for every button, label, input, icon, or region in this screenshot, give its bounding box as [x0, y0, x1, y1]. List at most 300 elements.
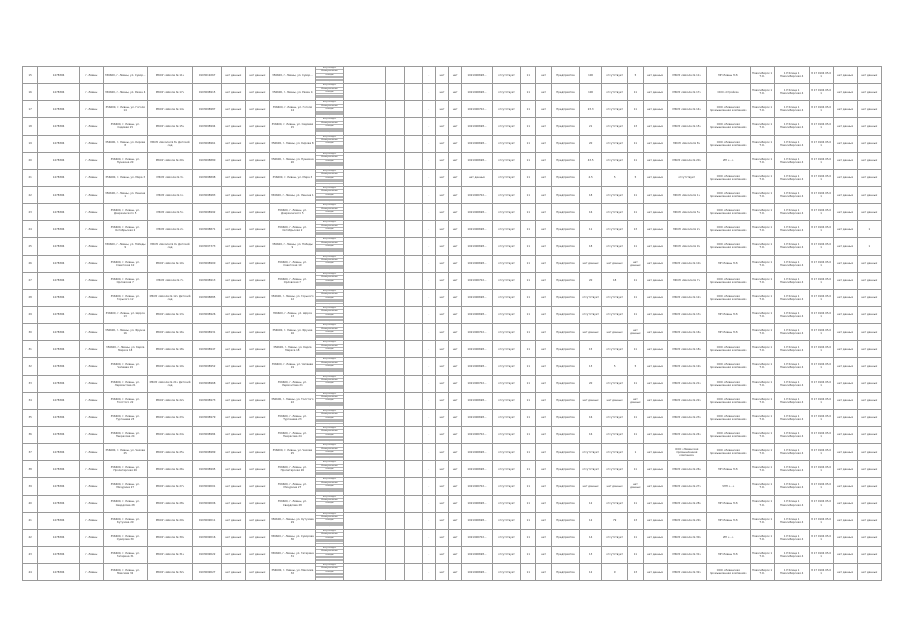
- table-cell: [344, 426, 386, 443]
- table-cell: 1478306: [38, 169, 80, 186]
- table-cell: нет данных: [245, 289, 269, 306]
- table-cell: нет данных: [245, 135, 269, 152]
- table-cell: 32: [23, 358, 38, 375]
- table-cell: отсутствует: [602, 221, 628, 238]
- waste-sub-line: отходы: [316, 571, 343, 574]
- table-cell: 8 17 0104 05.0 1: [809, 169, 833, 186]
- table-cell: нет данных: [643, 84, 667, 101]
- table-cell: отсутствует: [492, 478, 520, 495]
- waste-sub-line: отходы: [316, 160, 343, 163]
- table-cell: нет данных: [221, 324, 245, 341]
- table-cell: 356600, г. Ливны, ул. Пролетарская 26: [269, 461, 315, 478]
- table-cell: нет данных: [221, 392, 245, 409]
- table-cell: 11: [521, 375, 536, 392]
- table-cell: [405, 409, 422, 426]
- table-cell: 18: [580, 186, 602, 203]
- table-cell: 0103098968: [193, 375, 221, 392]
- table-cell: МКОУ «Школа № 8»: [667, 135, 706, 152]
- table-cell: нет данных: [245, 204, 269, 221]
- table-cell: нет данных: [245, 118, 269, 135]
- table-cell: нет данных: [857, 495, 881, 512]
- table-cell: [385, 272, 405, 289]
- table-cell: Предприятие: [551, 118, 579, 135]
- table-cell: 0103098931: [193, 324, 221, 341]
- table-cell: ИП «...»: [706, 529, 750, 546]
- table-cell: нет данных: [643, 238, 667, 255]
- table-cell: 356600, г. Ливны, ул. Карла Маркса 18: [103, 341, 147, 358]
- table-cell: 28: [23, 289, 38, 306]
- table-cell: 11: [521, 255, 536, 272]
- table-cell: 15: [23, 67, 38, 84]
- table-cell: отсутствует: [580, 461, 602, 478]
- waste-type-cell: [315, 529, 343, 546]
- table-cell: отсутствует: [492, 495, 520, 512]
- table-cell: отсутствует: [492, 255, 520, 272]
- table-cell: нет данных: [833, 186, 857, 203]
- waste-sub-line: отходы: [316, 554, 343, 557]
- waste-sub-line: отсутствует: [316, 564, 343, 567]
- table-cell: ООО «Ливенская промышленная компания»: [706, 135, 750, 152]
- table-cell: 11: [628, 289, 643, 306]
- table-cell: 1478306: [38, 546, 80, 563]
- table-cell: [344, 392, 386, 409]
- table-cell: нет: [449, 221, 462, 238]
- table-cell: отсутствует: [602, 444, 628, 461]
- waste-sub-line: Коммунальные: [316, 122, 343, 125]
- waste-sub-line: отсутствует: [316, 67, 343, 70]
- table-cell: нет: [435, 409, 448, 426]
- table-cell: 0103099011: [193, 512, 221, 529]
- waste-sub-line: отходы: [316, 314, 343, 317]
- table-cell: 11: [521, 67, 536, 84]
- waste-sub-line: Коммунальные: [316, 276, 343, 279]
- table-cell: 13: [628, 118, 643, 135]
- table-cell: ООО «Ливенская промышленная компания»: [706, 186, 750, 203]
- waste-sub-line: .: [329, 286, 330, 289]
- table-cell: 356600, г. Ливны, ул. Пушкина 20: [103, 152, 147, 169]
- table-cell: МКОУ «Школа № 31»: [667, 546, 706, 563]
- table-cell: отсутствует: [602, 101, 628, 118]
- table-cell: отсутствует: [602, 341, 628, 358]
- table-cell: нет данных: [245, 67, 269, 84]
- table-cell: нет: [536, 358, 551, 375]
- table-cell: Новосибирск 1 Т.О.: [750, 306, 774, 323]
- waste-sub-line: отсутствует: [316, 530, 343, 533]
- table-cell: 8 17 0104 05.0 1: [809, 444, 833, 461]
- table-cell: 11: [521, 461, 536, 478]
- waste-sub-line: Коммунальные: [316, 533, 343, 536]
- table-cell: нет данных: [643, 289, 667, 306]
- table-cell: нет данных: [245, 426, 269, 443]
- table-cell: нет данных: [245, 461, 269, 478]
- waste-sub-line: отсутствует: [316, 376, 343, 379]
- table-cell: нет данных: [857, 101, 881, 118]
- table-cell: ООО «Ливенская промышленная компания»: [706, 564, 750, 581]
- waste-sub-line: Коммунальные: [316, 310, 343, 313]
- table-cell: 1 Р.Улица 1 Новосибирская 4: [774, 186, 809, 203]
- table-cell: нет: [435, 135, 448, 152]
- table-cell: 5: [602, 169, 628, 186]
- table-cell: нет: [435, 221, 448, 238]
- table-cell: нет: [435, 169, 448, 186]
- table-cell: отсутствует: [492, 529, 520, 546]
- table-cell: МП Ливны Э.Э.: [706, 67, 750, 84]
- table-cell: 11: [628, 409, 643, 426]
- table-cell: нет: [449, 512, 462, 529]
- table-cell: 0103098979: [193, 409, 221, 426]
- table-cell: нет данных: [833, 67, 857, 84]
- table-cell: ООО «Ливенская промышленная компания»: [706, 444, 750, 461]
- table-cell: нет: [449, 444, 462, 461]
- table-row: [23, 324, 882, 341]
- table-cell: нет данных: [221, 495, 245, 512]
- table-cell: Новосибирск 1 Т.О.: [750, 152, 774, 169]
- table-cell: 1 Р.Улица 1 Новосибирская 4: [774, 238, 809, 255]
- table-cell: нет данных: [643, 169, 667, 186]
- table-cell: [344, 272, 386, 289]
- table-cell: МКОУ «Школа № 16»: [147, 324, 193, 341]
- table-cell: 1 Р.Улица 1 Новосибирская 4: [774, 67, 809, 84]
- table-cell: нет: [449, 426, 462, 443]
- waste-sub-line: Коммунальные: [316, 465, 343, 468]
- table-cell: 11: [628, 135, 643, 152]
- table-cell: 1478306: [38, 461, 80, 478]
- table-cell: 4.5: [580, 169, 602, 186]
- table-row: [23, 426, 882, 443]
- table-cell: нет данных: [833, 358, 857, 375]
- waste-sub-line: Коммунальные: [316, 225, 343, 228]
- table-cell: 43.5: [580, 152, 602, 169]
- table-cell: нет: [449, 152, 462, 169]
- table-cell: отсутствует: [492, 358, 520, 375]
- table-cell: нет: [536, 478, 551, 495]
- waste-sub-line: .: [329, 200, 330, 203]
- table-cell: 13: [628, 564, 643, 581]
- table-cell: 11: [628, 186, 643, 203]
- waste-sub-line: отсутствует: [316, 187, 343, 190]
- table-cell: 79: [602, 512, 628, 529]
- table-cell: [405, 375, 422, 392]
- table-cell: нет данных: [857, 84, 881, 101]
- table-cell: 0103099022: [193, 546, 221, 563]
- table-cell: 0103099027: [193, 564, 221, 581]
- table-cell: нет: [536, 461, 551, 478]
- table-cell: .: [422, 478, 435, 495]
- table-cell: отсутствует: [492, 324, 520, 341]
- table-cell: 356600, г. Ливны, ул. Фрунзе 16: [269, 324, 315, 341]
- table-cell: 1: [857, 221, 881, 238]
- table-cell: нет: [536, 186, 551, 203]
- waste-type-cell: [315, 495, 343, 512]
- table-cell: .: [422, 324, 435, 341]
- waste-type-cell: [315, 67, 343, 84]
- table-cell: 356600, г. Ливны, ул. Кирова 8: [103, 135, 147, 152]
- waste-type-cell: [315, 255, 343, 272]
- table-cell: [405, 255, 422, 272]
- table-cell: МКОУ «Школа № 14»: [147, 101, 193, 118]
- table-cell: Новосибирск 1 Т.О.: [750, 255, 774, 272]
- table-cell: 8 17 0104 05.0 1: [809, 529, 833, 546]
- table-cell: нет данных: [643, 409, 667, 426]
- table-cell: .: [422, 84, 435, 101]
- table-cell: отсутствует: [602, 135, 628, 152]
- table-cell: нет данных: [245, 255, 269, 272]
- table-cell: 356600, г. Ливны, ул. Некрасова 24: [103, 426, 147, 443]
- table-cell: 29: [23, 306, 38, 323]
- table-cell: нет данных: [857, 564, 881, 581]
- table-cell: нет данных: [245, 101, 269, 118]
- table-cell: отсутствует: [667, 169, 706, 186]
- waste-sub-line: .: [329, 80, 330, 83]
- table-cell: нет данных: [833, 289, 857, 306]
- table-cell: .: [422, 272, 435, 289]
- table-cell: Новосибирск 1 Т.О.: [750, 324, 774, 341]
- table-cell: 1 Р.Улица 1 Новосибирская 4: [774, 169, 809, 186]
- table-cell: нет: [536, 238, 551, 255]
- table-cell: нет: [536, 324, 551, 341]
- waste-sub-line: Коммунальные: [316, 550, 343, 553]
- table-cell: нет данных: [833, 444, 857, 461]
- table-cell: 23.3: [580, 101, 602, 118]
- table-cell: отсутствует: [602, 306, 628, 323]
- waste-sub-line: .: [329, 354, 330, 357]
- table-cell: нет данных: [643, 564, 667, 581]
- waste-sub-line: отходы: [316, 228, 343, 231]
- table-row: [23, 495, 882, 512]
- table-cell: МКОУ «Школа № 1»: [667, 186, 706, 203]
- table-cell: нет данных: [245, 409, 269, 426]
- table-cell: [385, 495, 405, 512]
- table-cell: 0103097373: [193, 238, 221, 255]
- table-cell: [344, 238, 386, 255]
- waste-sub-line: .: [329, 97, 330, 100]
- table-cell: 1021900702...: [462, 272, 493, 289]
- table-cell: нет: [435, 289, 448, 306]
- table-cell: 11: [521, 238, 536, 255]
- table-cell: ООО «Ливенская промышленная компания»: [706, 341, 750, 358]
- table-cell: Предприятие: [551, 84, 579, 101]
- table-cell: МКОУ «Школа № 24»: [147, 426, 193, 443]
- waste-type-cell: [315, 564, 343, 581]
- table-cell: 1021900698...: [462, 255, 493, 272]
- table-cell: нет данных: [643, 152, 667, 169]
- table-cell: отсутствует: [602, 529, 628, 546]
- table-cell: МП Ливны Э.Э.: [706, 255, 750, 272]
- waste-sub-line: отходы: [316, 365, 343, 368]
- waste-sub-line: Коммунальные: [316, 173, 343, 176]
- table-cell: [385, 461, 405, 478]
- table-cell: [405, 84, 422, 101]
- table-cell: .: [422, 67, 435, 84]
- table-cell: нет данных: [857, 152, 881, 169]
- waste-sub-line: отсутствует: [316, 118, 343, 121]
- table-cell: нет данных: [221, 444, 245, 461]
- waste-type-cell: [315, 272, 343, 289]
- table-cell: нет данных: [462, 169, 493, 186]
- table-row: [23, 564, 882, 581]
- table-cell: нет данных: [857, 306, 881, 323]
- table-cell: 356600, г. Ливны, ул. Ленина 1: [269, 186, 315, 203]
- table-cell: [405, 101, 422, 118]
- table-cell: нет данных: [833, 341, 857, 358]
- waste-sub-line: отсутствует: [316, 444, 343, 447]
- table-cell: нет: [536, 135, 551, 152]
- table-cell: нет: [536, 495, 551, 512]
- waste-sub-line: отходы: [316, 502, 343, 505]
- table-cell: нет данных: [602, 478, 628, 495]
- table-cell: 1021900698...: [462, 84, 493, 101]
- table-cell: Новосибирск 1 Т.О.: [750, 375, 774, 392]
- table-cell: МП Ливны Э.Э.: [706, 306, 750, 323]
- table-cell: 1021900702...: [462, 101, 493, 118]
- table-cell: МКОУ «Школа № 7»: [667, 272, 706, 289]
- table-cell: МКОУ «Школа № 29»: [667, 512, 706, 529]
- table-cell: нет: [435, 529, 448, 546]
- table-cell: 11: [628, 84, 643, 101]
- table-row: [23, 375, 882, 392]
- table-cell: 8 17 0104 05.0 1: [809, 255, 833, 272]
- table-cell: нет данных: [857, 444, 881, 461]
- waste-sub-line: отходы: [316, 280, 343, 283]
- table-cell: [344, 67, 386, 84]
- table-cell: 26: [23, 255, 38, 272]
- table-cell: МКОУ «Школа № 5»: [667, 204, 706, 221]
- table-cell: нет: [435, 375, 448, 392]
- table-cell: нет: [449, 358, 462, 375]
- table-cell: 8 17 0104 05.0 1: [809, 341, 833, 358]
- table-cell: нет: [536, 67, 551, 84]
- waste-sub-line: .: [329, 474, 330, 477]
- table-cell: нет данных: [602, 392, 628, 409]
- table-cell: 356600, г. Ливны, ул. Щорса 13: [103, 306, 147, 323]
- table-cell: нет данных: [643, 255, 667, 272]
- waste-sub-line: отсутствует: [316, 290, 343, 293]
- table-cell: нет данных: [245, 186, 269, 203]
- waste-sub-line: .: [329, 132, 330, 135]
- table-cell: 1478306: [38, 135, 80, 152]
- waste-sub-line: .: [329, 423, 330, 426]
- table-cell: 12: [580, 564, 602, 581]
- table-cell: 1021900698...: [462, 238, 493, 255]
- table-cell: 41: [23, 512, 38, 529]
- waste-type-cell: [315, 512, 343, 529]
- table-cell: 8 17 0104 05.0 1: [809, 546, 833, 563]
- table-cell: [385, 375, 405, 392]
- waste-sub-line: Коммунальные: [316, 208, 343, 211]
- table-cell: нет данных: [221, 84, 245, 101]
- table-cell: нет данных: [221, 375, 245, 392]
- table-cell: [344, 84, 386, 101]
- table-cell: нет данных: [245, 358, 269, 375]
- table-cell: нет: [536, 529, 551, 546]
- table-cell: 8 17 0104 05.0 1: [809, 495, 833, 512]
- table-cell: 21: [580, 118, 602, 135]
- table-cell: 356600, г. Ливны, ул. Разин 4: [103, 84, 147, 101]
- waste-sub-line: .: [329, 406, 330, 409]
- table-cell: 0103098898: [193, 169, 221, 186]
- waste-sub-line: .: [329, 577, 330, 580]
- table-cell: отсутствует: [492, 169, 520, 186]
- table-cell: отсутствует: [492, 546, 520, 563]
- table-cell: [385, 204, 405, 221]
- table-cell: г. Ливны: [79, 255, 103, 272]
- table-cell: Новосибирск 1 Т.О.: [750, 546, 774, 563]
- table-cell: 8 17 0104 05.0 1: [809, 512, 833, 529]
- table-cell: 1478306: [38, 392, 80, 409]
- waste-sub-line: отсутствует: [316, 393, 343, 396]
- table-cell: 8 17 0104 05.0 1: [809, 409, 833, 426]
- table-row: [23, 255, 882, 272]
- table-cell: 1478306: [38, 186, 80, 203]
- table-cell: МКОУ «Школа № 1»: [147, 186, 193, 203]
- waste-sub-line: отходы: [316, 245, 343, 248]
- waste-sub-line: отходы: [316, 91, 343, 94]
- table-cell: 1021900698...: [462, 461, 493, 478]
- table-cell: отсутствует: [492, 375, 520, 392]
- table-cell: г. Ливны: [79, 186, 103, 203]
- waste-sub-line: Коммунальные: [316, 413, 343, 416]
- table-cell: 1 Р.Улица 1 Новосибирская 4: [774, 461, 809, 478]
- waste-sub-line: Коммунальные: [316, 156, 343, 159]
- table-cell: отсутствует: [602, 84, 628, 101]
- table-cell: нет данных: [245, 341, 269, 358]
- table-cell: 8 17 0104 05.0 1: [809, 564, 833, 581]
- table-cell: МКОУ «Школа № 28»: [147, 495, 193, 512]
- table-cell: 1 Р.Улица 1 Новосибирская 4: [774, 529, 809, 546]
- waste-sub-line: Коммунальные: [316, 516, 343, 519]
- table-cell: нет: [435, 461, 448, 478]
- table-cell: 8 17 0104 05.0 1: [809, 118, 833, 135]
- table-cell: нет: [435, 341, 448, 358]
- waste-sub-line: отсутствует: [316, 461, 343, 464]
- table-cell: 356600, г. Ливны, ул. Щорса 13: [269, 306, 315, 323]
- table-cell: МКОУ «Школа № 28»: [667, 495, 706, 512]
- table-cell: 11: [628, 272, 643, 289]
- table-cell: 12: [580, 512, 602, 529]
- table-cell: нет: [536, 341, 551, 358]
- table-cell: МКОУ «Школа № 22»: [147, 392, 193, 409]
- table-row: [23, 341, 882, 358]
- waste-sub-line: отсутствует: [316, 136, 343, 139]
- table-cell: нет: [435, 478, 448, 495]
- table-cell: 1 Р.Улица 1 Новосибирская 4: [774, 272, 809, 289]
- table-cell: отсутствует: [492, 101, 520, 118]
- table-cell: нет данных: [833, 375, 857, 392]
- table-cell: нет данных: [833, 272, 857, 289]
- waste-sub-line: .: [329, 543, 330, 546]
- table-cell: МКОУ «Школа № 13»: [147, 306, 193, 323]
- table-cell: [385, 324, 405, 341]
- table-cell: 100: [580, 67, 602, 84]
- waste-type-cell: [315, 341, 343, 358]
- table-cell: нет: [536, 221, 551, 238]
- table-cell: Новосибирск 1 Т.О.: [750, 67, 774, 84]
- table-cell: ООО «Ливенская промышленная компания»: [706, 238, 750, 255]
- table-cell: 8 17 0104 05.0 1: [809, 186, 833, 203]
- waste-sub-line: .: [329, 509, 330, 512]
- table-cell: 0103098987: [193, 101, 221, 118]
- waste-sub-line: .: [329, 526, 330, 529]
- waste-sub-line: отходы: [316, 417, 343, 420]
- table-cell: нет данных: [643, 495, 667, 512]
- table-cell: нет: [536, 426, 551, 443]
- table-cell: [385, 118, 405, 135]
- table-cell: 1021900698...: [462, 118, 493, 135]
- waste-sub-line: Коммунальные: [316, 328, 343, 331]
- waste-sub-line: отходы: [316, 262, 343, 265]
- table-cell: нет данных: [245, 529, 269, 546]
- table-cell: .: [422, 306, 435, 323]
